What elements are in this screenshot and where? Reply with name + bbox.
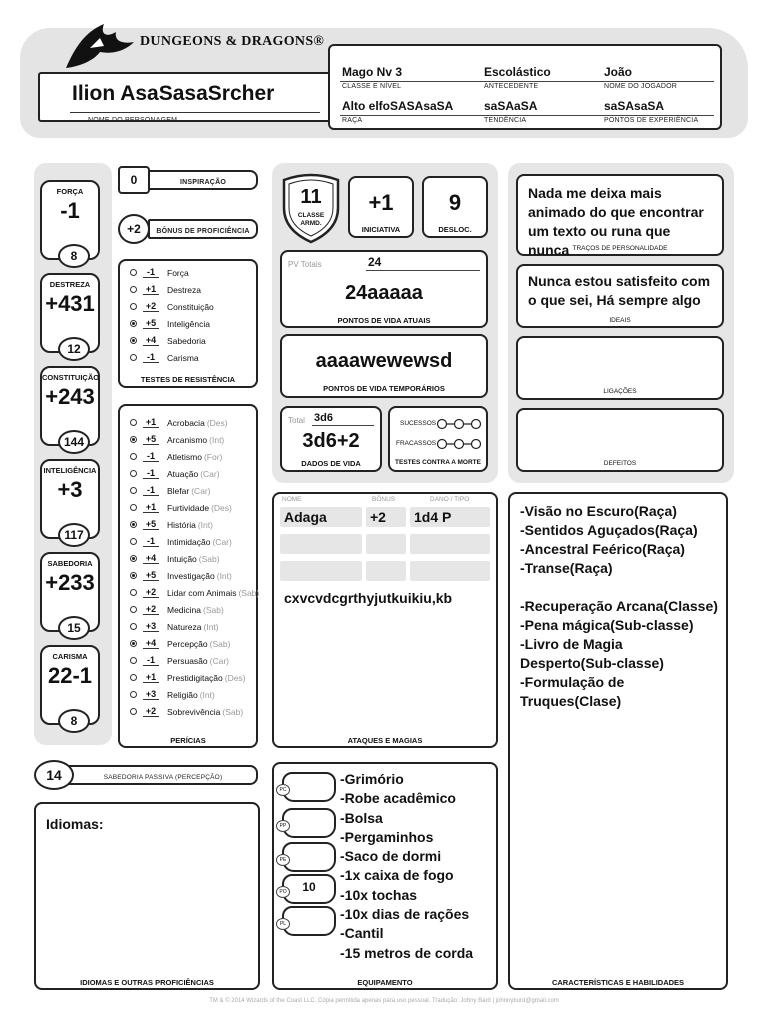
skill-ability: (Sab) bbox=[222, 706, 244, 717]
hit-dice-total-underline bbox=[312, 425, 374, 426]
skill-row[interactable] bbox=[130, 686, 215, 703]
saving-throw-row[interactable] bbox=[130, 298, 214, 315]
coin-po-label: PO bbox=[276, 886, 290, 898]
skill-ability: (Sab) bbox=[209, 638, 231, 649]
attack-row-1-damage-cell[interactable] bbox=[410, 507, 490, 527]
proficiency-dot[interactable] bbox=[130, 640, 137, 647]
equipment-item: -15 metros de corda bbox=[340, 944, 474, 961]
speed-box[interactable] bbox=[422, 176, 488, 238]
max-hp-underline bbox=[366, 270, 480, 271]
coin-pl-field bbox=[282, 906, 336, 936]
coin-pe-field bbox=[282, 842, 336, 872]
skill-value[interactable]: -1 bbox=[143, 536, 159, 547]
proficiency-dot[interactable] bbox=[130, 606, 137, 613]
attacks-label: ATAQUES E MAGIAS bbox=[347, 736, 423, 745]
skill-ability: (Int) bbox=[197, 519, 213, 530]
attack-row-1-bonus-cell[interactable] bbox=[366, 507, 406, 527]
skill-row[interactable] bbox=[130, 652, 229, 669]
skill-value[interactable]: +5 bbox=[143, 519, 159, 530]
ability-score[interactable]: +233 bbox=[45, 570, 95, 595]
ideals-label: IDEAIS bbox=[609, 317, 631, 324]
languages-box[interactable] bbox=[34, 802, 260, 990]
equipment-item: -Robe acadêmico bbox=[340, 790, 456, 807]
skill-name: Lidar com Animais bbox=[167, 587, 237, 598]
save-name: Sabedoria bbox=[167, 335, 206, 346]
attack-row-2-damage-cell[interactable] bbox=[410, 534, 490, 554]
skill-value[interactable]: +2 bbox=[143, 587, 159, 598]
coin-pp-field bbox=[282, 808, 336, 838]
skill-row[interactable] bbox=[130, 567, 232, 584]
proficiency-bonus-circle bbox=[118, 214, 150, 244]
skill-row[interactable] bbox=[130, 703, 243, 720]
skill-name: Acrobacia bbox=[167, 417, 205, 428]
coin-pc-field bbox=[282, 772, 336, 802]
speed-value[interactable]: 9 bbox=[448, 190, 462, 215]
death-failures-circles[interactable] bbox=[436, 438, 482, 450]
ability-score[interactable]: +431 bbox=[45, 291, 95, 316]
ability-name: CONSTITUIÇÃO bbox=[42, 373, 100, 382]
attack-name[interactable]: Adaga bbox=[284, 509, 327, 525]
proficiency-dot[interactable] bbox=[130, 303, 137, 310]
attacks-col-bonus: BÔNUS bbox=[372, 496, 396, 503]
skill-row[interactable] bbox=[130, 601, 224, 618]
equipment-label: EQUIPAMENTO bbox=[357, 978, 413, 987]
skill-value[interactable]: +4 bbox=[143, 638, 159, 649]
proficiency-dot[interactable] bbox=[130, 504, 137, 511]
proficiency-dot[interactable] bbox=[130, 657, 137, 664]
ability-modifier[interactable]: 144 bbox=[58, 430, 90, 454]
skill-value[interactable]: +1 bbox=[143, 672, 159, 683]
header-info-box bbox=[328, 44, 722, 130]
skill-row[interactable] bbox=[130, 550, 220, 567]
inspiration-field[interactable] bbox=[118, 166, 258, 194]
death-successes-label: SUCESSOS bbox=[400, 420, 437, 427]
flaws-text[interactable] bbox=[518, 410, 722, 416]
player-label: NOME DO JOGADOR bbox=[604, 83, 678, 90]
ability-score[interactable]: +3 bbox=[57, 477, 83, 502]
saving-throw-row[interactable] bbox=[130, 315, 210, 332]
saving-throws-title: TESTES DE RESISTÊNCIA bbox=[140, 375, 236, 384]
proficiency-bonus-value[interactable]: +2 bbox=[127, 222, 141, 236]
skill-ability: (Int) bbox=[203, 621, 219, 632]
temp-hp-box[interactable] bbox=[280, 334, 488, 398]
max-hp-value[interactable]: 24 bbox=[368, 255, 382, 269]
skill-row[interactable] bbox=[130, 584, 259, 601]
passive-perception-circle bbox=[34, 760, 74, 790]
equipment-box bbox=[272, 762, 498, 990]
save-value[interactable]: -1 bbox=[143, 267, 159, 278]
skill-value[interactable]: +1 bbox=[143, 502, 159, 513]
save-value[interactable]: +5 bbox=[143, 318, 159, 329]
skill-ability: (Car) bbox=[200, 468, 220, 479]
bonds-box[interactable] bbox=[516, 336, 724, 400]
equipment-item: -Cantil bbox=[340, 925, 384, 942]
attack-bonus[interactable]: +2 bbox=[370, 509, 386, 525]
skill-value[interactable]: +4 bbox=[143, 553, 159, 564]
proficiency-dot[interactable] bbox=[130, 337, 137, 344]
skill-name: Blefar bbox=[167, 485, 190, 496]
languages-label: IDIOMAS E OUTRAS PROFICIÊNCIAS bbox=[80, 978, 214, 987]
personality-traits-text[interactable]: Nada me deixa mais animado do que encontrar um texto ou runa que nunca bbox=[528, 185, 704, 258]
save-name: Constituição bbox=[167, 301, 214, 312]
skill-ability: (Car) bbox=[191, 485, 211, 496]
features-list bbox=[520, 502, 720, 711]
proficiency-dot[interactable] bbox=[130, 470, 137, 477]
xp-label: PONTOS DE EXPERIÊNCIA bbox=[604, 117, 699, 124]
skill-value[interactable]: +2 bbox=[143, 706, 159, 717]
skill-value[interactable]: +5 bbox=[143, 434, 159, 445]
proficiency-dot[interactable] bbox=[130, 521, 137, 528]
flaws-label: DEFEITOS bbox=[603, 460, 637, 467]
equipment-item: -10x dias de rações bbox=[340, 906, 470, 923]
skill-ability: (Int) bbox=[216, 570, 232, 581]
skill-value[interactable]: +3 bbox=[143, 689, 159, 700]
skill-name: História bbox=[167, 519, 196, 530]
skill-ability: (Int) bbox=[209, 434, 225, 445]
proficiency-dot[interactable] bbox=[130, 286, 137, 293]
proficiency-dot[interactable] bbox=[130, 269, 137, 276]
bonds-label: LIGAÇÕES bbox=[603, 388, 637, 395]
attack-row-3-damage-cell[interactable] bbox=[410, 561, 490, 581]
death-failures-label: FRACASSOS bbox=[396, 440, 437, 447]
skill-name: Intimidação bbox=[167, 536, 211, 547]
ability-score[interactable]: 22-1 bbox=[47, 663, 93, 688]
ability-modifier[interactable]: 12 bbox=[58, 337, 90, 361]
attacks-notes[interactable]: cxvcvdcgrthyjutkuikiu,kb bbox=[284, 590, 453, 606]
skill-value[interactable]: +3 bbox=[143, 621, 159, 632]
current-hp-label: PONTOS DE VIDA ATUAIS bbox=[337, 316, 431, 325]
proficiency-dot[interactable] bbox=[130, 320, 137, 327]
xp-value[interactable]: saSAsaSA bbox=[604, 99, 665, 113]
skill-ability: (Des) bbox=[206, 417, 228, 428]
passive-perception-label: SABEDORIA PASSIVA (PERCEPÇÃO) bbox=[103, 774, 223, 781]
feature-item: -Formulação de Truques(Clase) bbox=[520, 674, 625, 709]
skill-value[interactable]: +5 bbox=[143, 570, 159, 581]
flaws-box[interactable] bbox=[516, 408, 724, 472]
race-label: RAÇA bbox=[342, 117, 363, 124]
skill-ability: (Sab) bbox=[238, 587, 260, 598]
proficiency-banner bbox=[148, 219, 258, 239]
current-hp-box[interactable] bbox=[280, 250, 488, 328]
skill-row[interactable] bbox=[130, 465, 220, 482]
ability-wisdom[interactable] bbox=[40, 552, 100, 635]
attack-damage[interactable]: 1d4 P bbox=[414, 509, 452, 525]
attack-row-3-bonus-cell[interactable] bbox=[366, 561, 406, 581]
passive-perception-field[interactable] bbox=[34, 760, 260, 790]
death-saves-box bbox=[388, 406, 488, 472]
skill-name: Arcanismo bbox=[167, 434, 208, 445]
skill-name: Furtividade bbox=[167, 502, 210, 513]
hit-dice-total-value[interactable]: 3d6 bbox=[314, 412, 333, 424]
background-value[interactable]: Escolástico bbox=[484, 65, 551, 79]
proficiency-bonus-label: BÔNUS DE PROFICIÊNCIA bbox=[156, 228, 250, 235]
proficiency-dot[interactable] bbox=[130, 419, 137, 426]
features-label: CARACTERÍSTICAS E HABILIDADES bbox=[551, 978, 685, 987]
attacks-col-damage: DANO / TIPO bbox=[430, 496, 470, 503]
ability-charisma[interactable] bbox=[40, 645, 100, 728]
skills-box bbox=[118, 404, 258, 748]
skill-value[interactable]: -1 bbox=[143, 451, 159, 462]
save-value[interactable]: +1 bbox=[143, 284, 159, 295]
coin-po-value[interactable]: 10 bbox=[302, 880, 316, 894]
coin-pc-label: PC bbox=[276, 784, 290, 796]
death-successes-circles[interactable] bbox=[436, 418, 482, 430]
brand-logo: DUNGEONS & DRAGONS® bbox=[140, 34, 325, 49]
skill-ability: (Des) bbox=[211, 502, 232, 513]
skill-ability: (Car) bbox=[212, 536, 232, 547]
skill-name: Natureza bbox=[167, 621, 202, 632]
proficiency-dot[interactable] bbox=[130, 354, 137, 361]
skill-ability: (Car) bbox=[209, 655, 229, 666]
proficiency-dot[interactable] bbox=[130, 453, 137, 460]
initiative-box[interactable] bbox=[348, 176, 414, 238]
skill-name: Atletismo bbox=[167, 451, 202, 462]
class-level-label: CLASSE E NÍVEL bbox=[342, 83, 402, 90]
hit-dice-value[interactable]: 3d6+2 bbox=[302, 430, 360, 452]
saving-throw-row[interactable] bbox=[130, 349, 199, 366]
alignment-label: TENDÊNCIA bbox=[484, 117, 527, 124]
skill-name: Percepção bbox=[167, 638, 208, 649]
player-value[interactable]: João bbox=[604, 65, 633, 79]
skill-value[interactable]: +2 bbox=[143, 604, 159, 615]
proficiency-dot[interactable] bbox=[130, 436, 137, 443]
proficiency-field[interactable] bbox=[118, 214, 258, 244]
ability-score[interactable]: -1 bbox=[60, 198, 80, 223]
header-line-1 bbox=[340, 81, 714, 82]
passive-perception-value[interactable]: 14 bbox=[46, 767, 62, 783]
header bbox=[0, 0, 768, 150]
skill-row[interactable] bbox=[130, 618, 219, 635]
hit-dice-box[interactable] bbox=[280, 406, 382, 472]
ability-strength[interactable] bbox=[40, 180, 100, 263]
skill-ability: (For) bbox=[203, 451, 223, 462]
background-label: ANTECEDENTE bbox=[484, 83, 539, 90]
feature-item: -Sentidos Aguçados(Raça) bbox=[520, 522, 698, 538]
languages-text[interactable]: Idiomas: bbox=[46, 816, 104, 832]
attacks-box bbox=[272, 492, 498, 748]
proficiency-dot[interactable] bbox=[130, 674, 137, 681]
equipment-item: -Saco de dormi bbox=[340, 848, 442, 865]
attack-row-3-name-cell[interactable] bbox=[280, 561, 362, 581]
skill-name: Religião bbox=[167, 689, 198, 700]
saving-throws-box bbox=[118, 259, 258, 388]
equipment-item: -Pergaminhos bbox=[340, 828, 434, 845]
save-value[interactable]: +2 bbox=[143, 301, 159, 312]
ability-modifier[interactable]: 117 bbox=[58, 523, 90, 547]
equipment-item: -Grimório bbox=[340, 771, 404, 787]
feature-item: -Visão no Escuro(Raça) bbox=[520, 503, 677, 519]
dragon-logo-icon bbox=[60, 18, 140, 74]
skill-row[interactable] bbox=[130, 533, 232, 550]
equipment-item: -Bolsa bbox=[340, 809, 383, 826]
class-level-value[interactable]: Mago Nv 3 bbox=[342, 65, 403, 79]
skill-ability: (Sab) bbox=[198, 553, 220, 564]
skill-ability: (Int) bbox=[199, 689, 215, 700]
temp-hp-value[interactable]: aaaawewewsd bbox=[315, 350, 453, 372]
skill-row[interactable] bbox=[130, 414, 228, 431]
skill-ability: (Sab) bbox=[203, 604, 224, 615]
passive-perception-banner bbox=[58, 765, 258, 785]
save-value[interactable]: -1 bbox=[143, 352, 159, 363]
initiative-label: INICIATIVA bbox=[361, 225, 401, 234]
coin-pp-label: PP bbox=[276, 820, 290, 832]
personality-traits-box[interactable] bbox=[516, 174, 724, 256]
ability-name: FORÇA bbox=[56, 187, 84, 196]
save-name: Destreza bbox=[167, 284, 202, 295]
death-failures-row bbox=[396, 440, 436, 447]
ability-dexterity[interactable] bbox=[40, 273, 100, 356]
skill-row[interactable] bbox=[130, 669, 246, 686]
inspiration-label: INSPIRAÇÃO bbox=[180, 179, 226, 186]
feature-item: -Transe(Raça) bbox=[520, 560, 613, 576]
ability-name: INTELIGÊNCIA bbox=[43, 466, 97, 475]
skill-row[interactable] bbox=[130, 448, 222, 465]
feature-item: -Livro de Magia Desperto(Sub-classe) bbox=[520, 636, 664, 671]
saving-throw-row[interactable] bbox=[130, 281, 201, 298]
current-hp-value[interactable]: 24aaaaa bbox=[345, 282, 423, 304]
race-value[interactable]: Alto elfoSASAsaSA bbox=[342, 99, 454, 113]
ability-constitution[interactable] bbox=[40, 366, 100, 449]
proficiency-dot[interactable] bbox=[130, 589, 137, 596]
inspiration-banner bbox=[148, 170, 258, 190]
ideals-text[interactable]: Nunca estou satisfeito com o que sei, Há sempre algo bbox=[528, 273, 711, 308]
skill-name: Investigação bbox=[167, 570, 215, 581]
coin-pe-label: PE bbox=[276, 854, 290, 866]
ability-name: CARISMA bbox=[52, 652, 88, 661]
inspiration-value-box bbox=[118, 166, 150, 194]
bonds-text[interactable] bbox=[518, 338, 722, 344]
proficiency-dot[interactable] bbox=[130, 623, 137, 630]
ideals-box[interactable] bbox=[516, 264, 724, 328]
skill-name: Prestidigitação bbox=[167, 672, 223, 683]
death-saves-label: TESTES CONTRA A MORTE bbox=[395, 459, 481, 466]
proficiency-dot[interactable] bbox=[130, 538, 137, 545]
skill-name: Intuição bbox=[167, 553, 197, 564]
character-name-underline bbox=[70, 112, 320, 113]
name-banner bbox=[38, 72, 332, 122]
proficiency-dot[interactable] bbox=[130, 708, 137, 715]
skill-value[interactable]: -1 bbox=[143, 468, 159, 479]
save-name: Carisma bbox=[167, 352, 199, 363]
skill-name: Sobrevivência bbox=[167, 706, 221, 717]
ability-name: SABEDORIA bbox=[47, 559, 93, 568]
attacks-col-name: NOME bbox=[282, 496, 302, 503]
skill-value[interactable]: -1 bbox=[143, 485, 159, 496]
inspiration-value[interactable]: 0 bbox=[130, 173, 138, 187]
skill-name: Atuação bbox=[167, 468, 199, 479]
character-name[interactable]: Ilion AsaSasaSrcher bbox=[72, 82, 275, 105]
max-hp-label: PV Totais bbox=[288, 260, 322, 269]
character-name-label: NOME DO PERSONAGEM bbox=[88, 117, 178, 124]
attack-row-1-name-cell[interactable] bbox=[280, 507, 362, 527]
feature-item: -Pena mágica(Sub-classe) bbox=[520, 617, 694, 633]
ability-modifier[interactable]: 8 bbox=[58, 709, 90, 733]
temp-hp-label: PONTOS DE VIDA TEMPORÁRIOS bbox=[323, 384, 445, 393]
initiative-value[interactable]: +1 bbox=[368, 190, 394, 215]
skill-row[interactable] bbox=[130, 431, 224, 448]
skill-row[interactable] bbox=[130, 516, 213, 533]
save-name: Força bbox=[167, 267, 189, 278]
armor-class-value[interactable]: 11 bbox=[300, 186, 322, 208]
speed-label: DESLOC. bbox=[438, 225, 472, 234]
features-box[interactable] bbox=[508, 492, 728, 990]
proficiency-dot[interactable] bbox=[130, 555, 137, 562]
hit-dice-total-label: Total bbox=[288, 416, 305, 425]
skill-row[interactable] bbox=[130, 635, 230, 652]
attack-row-2-name-cell[interactable] bbox=[280, 534, 362, 554]
save-value[interactable]: +4 bbox=[143, 335, 159, 346]
skill-ability: (Des) bbox=[224, 672, 246, 683]
hit-dice-label: DADOS DE VIDA bbox=[301, 459, 361, 468]
skill-name: Medicina bbox=[167, 604, 202, 615]
proficiency-dot[interactable] bbox=[130, 487, 137, 494]
feature-item: -Recuperação Arcana(Classe) bbox=[520, 598, 718, 614]
equipment-item: -1x caixa de fogo bbox=[340, 867, 454, 884]
skills-title: PERÍCIAS bbox=[170, 736, 206, 745]
skill-value[interactable]: +1 bbox=[143, 417, 159, 428]
equipment-item: -10x tochas bbox=[340, 886, 418, 903]
ability-modifier[interactable]: 8 bbox=[58, 244, 90, 268]
proficiency-dot[interactable] bbox=[130, 572, 137, 579]
equipment-list[interactable] bbox=[340, 770, 496, 963]
skill-name: Persuasão bbox=[167, 655, 208, 666]
personality-traits-label: TRAÇOS DE PERSONALIDADE bbox=[572, 245, 668, 252]
skill-row[interactable] bbox=[130, 499, 232, 516]
save-name: Inteligência bbox=[167, 318, 211, 329]
ability-intelligence[interactable] bbox=[40, 459, 100, 542]
ability-name: DESTREZA bbox=[49, 280, 91, 289]
coin-pl-label: PL bbox=[276, 918, 290, 930]
skill-value[interactable]: -1 bbox=[143, 655, 159, 666]
skill-row[interactable] bbox=[130, 482, 211, 499]
attack-row-2-bonus-cell[interactable] bbox=[366, 534, 406, 554]
feature-item: -Ancestral Feérico(Raça) bbox=[520, 541, 685, 557]
footer-copyright: TM & © 2014 Wizards of the Coast LLC. Cópia permitida apenas para uso pessoal. Tradução: Johny Bárd | johnnyburd@gmail.com bbox=[209, 998, 559, 1004]
ability-modifier[interactable]: 15 bbox=[58, 616, 90, 640]
saving-throw-row[interactable] bbox=[130, 332, 206, 349]
feature-item bbox=[520, 578, 720, 597]
saving-throw-row[interactable] bbox=[130, 264, 189, 281]
alignment-value[interactable]: saSAaSA bbox=[484, 99, 538, 113]
death-successes-row bbox=[400, 420, 436, 427]
ability-score[interactable]: +243 bbox=[45, 384, 95, 409]
header-line-2 bbox=[340, 115, 714, 116]
proficiency-dot[interactable] bbox=[130, 691, 137, 698]
armor-class-label: CLASSE ARMD. bbox=[297, 212, 325, 227]
